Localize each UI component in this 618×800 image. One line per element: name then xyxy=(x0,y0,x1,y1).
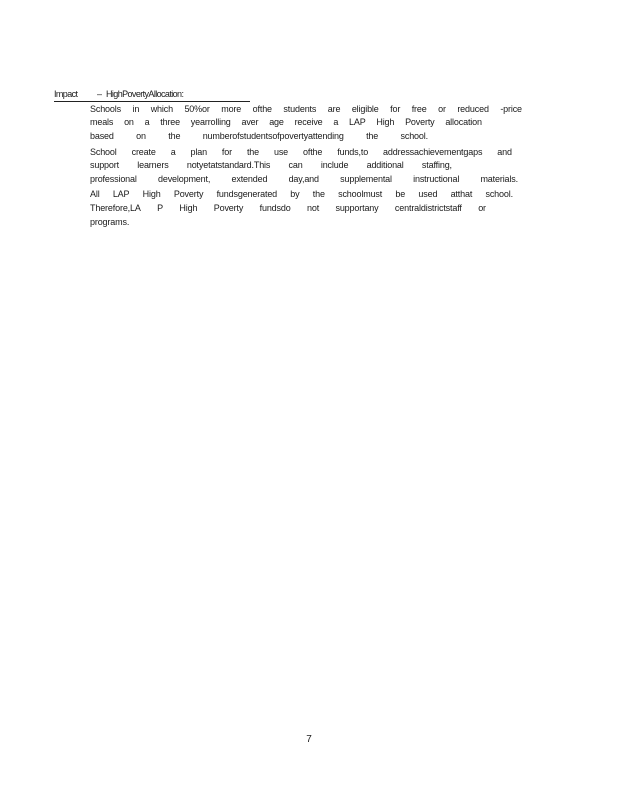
bullet-1-line-2 xyxy=(90,116,482,128)
line-word: the xyxy=(246,147,259,157)
bullet-3-line-3 xyxy=(90,216,522,228)
line-word: LAP xyxy=(112,189,130,199)
line-word: more xyxy=(221,104,242,114)
line-word: centraldistrictstaff xyxy=(394,203,462,213)
line-word: LAP xyxy=(348,117,366,127)
heading-title: HighPovertyAllocation: xyxy=(106,89,184,99)
line-word: school. xyxy=(400,131,428,141)
line-word: additional xyxy=(366,160,404,170)
line-word: a xyxy=(170,147,176,157)
line-word: extended xyxy=(231,174,268,184)
line-word: staffing, xyxy=(421,160,452,170)
line-word: schoolmust xyxy=(338,189,383,199)
line-word: students xyxy=(283,104,317,114)
bullet-icon xyxy=(73,189,83,199)
line-word: free xyxy=(411,104,427,114)
line-word: Poverty xyxy=(173,189,204,199)
bullet-1-line-1 xyxy=(90,103,522,115)
line-word: numberofstudentsofpovertyattending xyxy=(202,131,344,141)
line-word: reduced xyxy=(457,104,489,114)
line-word: for xyxy=(221,147,232,157)
line-word: which xyxy=(150,104,173,114)
line-word: based xyxy=(90,131,114,141)
line-word: materials. xyxy=(480,174,518,184)
line-word: eligible xyxy=(351,104,379,114)
line-word: include xyxy=(320,160,349,170)
line-word: aver xyxy=(241,117,259,127)
line-word: the xyxy=(168,131,181,141)
bullet-3-line-1 xyxy=(90,188,513,200)
line-word: on xyxy=(136,131,146,141)
line-word: High xyxy=(376,117,395,127)
bullet-icon xyxy=(73,147,83,157)
line-word: support xyxy=(90,160,119,170)
line-word: the xyxy=(312,189,325,199)
line-word: receive xyxy=(294,117,323,127)
line-word: are xyxy=(327,104,341,114)
line-word: day,and xyxy=(288,174,319,184)
line-word: professional xyxy=(90,174,137,184)
line-word: funds,to xyxy=(337,147,369,157)
line-word: plan xyxy=(190,147,207,157)
line-word: and xyxy=(497,147,512,157)
line-word: in xyxy=(132,104,140,114)
line-word: Schools xyxy=(90,104,121,114)
section-heading xyxy=(54,89,250,102)
line-word: atthat xyxy=(450,189,473,199)
line-word: School xyxy=(90,147,117,157)
line-word: allocation xyxy=(445,117,482,127)
line-word: Poverty xyxy=(405,117,435,127)
line-word: -price xyxy=(500,104,522,114)
line-word: the xyxy=(366,131,379,141)
line-word: 50%or xyxy=(184,104,210,114)
line-word: or xyxy=(478,203,486,213)
line-word: age xyxy=(269,117,284,127)
bullet-3-line-2 xyxy=(90,202,486,214)
line-word: meals xyxy=(90,117,114,127)
bullet-2-line-3 xyxy=(90,173,518,185)
bullet-icon xyxy=(73,104,83,114)
page-number: 7 xyxy=(306,734,312,745)
line-word: addressachievementgaps xyxy=(383,147,483,157)
line-word: development, xyxy=(157,174,211,184)
line-word: can xyxy=(288,160,303,170)
line-word: programs. xyxy=(90,217,130,227)
line-word: fundsdo xyxy=(259,203,291,213)
line-word: yearrolling xyxy=(190,117,231,127)
line-word: supportany xyxy=(335,203,379,213)
line-word: supplemental xyxy=(340,174,392,184)
line-word: ofthe xyxy=(303,147,323,157)
line-word: on xyxy=(124,117,134,127)
line-word: for xyxy=(390,104,401,114)
line-word: P xyxy=(157,203,163,213)
heading-dash: – xyxy=(97,89,102,99)
line-word: ofthe xyxy=(252,104,272,114)
line-word: a xyxy=(144,117,150,127)
line-word: All xyxy=(90,189,100,199)
line-word: used xyxy=(418,189,438,199)
line-word: by xyxy=(290,189,300,199)
heading-impact: Impact xyxy=(54,89,78,99)
line-word: Poverty xyxy=(213,203,244,213)
line-word: notyetatstandard.This xyxy=(186,160,271,170)
line-word: create xyxy=(131,147,156,157)
line-word: a xyxy=(333,117,339,127)
line-word: not xyxy=(307,203,320,213)
line-word: learners xyxy=(137,160,169,170)
bullet-2-line-1 xyxy=(90,146,512,158)
bullet-1-line-3 xyxy=(90,130,428,142)
line-word: instructional xyxy=(413,174,460,184)
line-word: be xyxy=(395,189,406,199)
line-word: school. xyxy=(485,189,513,199)
line-word: use xyxy=(273,147,289,157)
bullet-2-line-2 xyxy=(90,159,452,171)
line-word: three xyxy=(160,117,180,127)
line-word: High xyxy=(142,189,161,199)
line-word: fundsgenerated xyxy=(216,189,278,199)
line-word: High xyxy=(179,203,198,213)
line-word: Therefore,LA xyxy=(90,203,141,213)
line-word: or xyxy=(438,104,446,114)
